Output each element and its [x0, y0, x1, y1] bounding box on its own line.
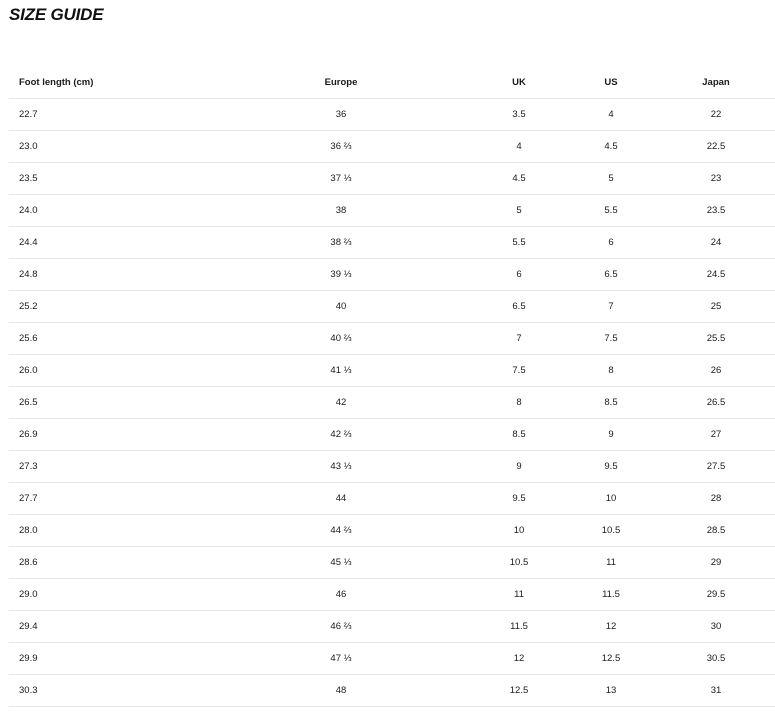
cell-us: 10 — [565, 483, 657, 515]
cell-foot-length: 22.7 — [9, 99, 209, 131]
cell-europe: 46 — [209, 579, 473, 611]
cell-japan: 30.5 — [657, 643, 775, 675]
table-row — [9, 579, 775, 611]
cell-europe: 36 — [209, 99, 473, 131]
cell-foot-length: 25.2 — [9, 291, 209, 323]
cell-foot-length: 26.0 — [9, 355, 209, 387]
table-body — [9, 99, 775, 707]
cell-europe: 43 ⅓ — [209, 451, 473, 483]
cell-us: 7 — [565, 291, 657, 323]
cell-uk: 7.5 — [473, 355, 565, 387]
header-foot-length: Foot length (cm) — [9, 66, 209, 99]
cell-us: 6 — [565, 227, 657, 259]
cell-europe: 42 ⅔ — [209, 419, 473, 451]
cell-uk: 11.5 — [473, 611, 565, 643]
cell-us: 6.5 — [565, 259, 657, 291]
cell-japan: 29.5 — [657, 579, 775, 611]
table-header — [9, 66, 775, 99]
cell-japan: 29 — [657, 547, 775, 579]
cell-japan: 23.5 — [657, 195, 775, 227]
cell-europe: 39 ⅓ — [209, 259, 473, 291]
table-row — [9, 99, 775, 131]
cell-europe: 38 ⅔ — [209, 227, 473, 259]
header-row — [9, 66, 775, 99]
cell-foot-length: 26.9 — [9, 419, 209, 451]
cell-foot-length: 29.9 — [9, 643, 209, 675]
table-row — [9, 355, 775, 387]
cell-uk: 3.5 — [473, 99, 565, 131]
cell-us: 4 — [565, 99, 657, 131]
cell-uk: 9.5 — [473, 483, 565, 515]
cell-europe: 40 — [209, 291, 473, 323]
cell-us: 7.5 — [565, 323, 657, 355]
cell-japan: 30 — [657, 611, 775, 643]
size-guide-table-container — [9, 66, 730, 707]
cell-japan: 24 — [657, 227, 775, 259]
cell-japan: 31 — [657, 675, 775, 707]
cell-foot-length: 24.8 — [9, 259, 209, 291]
header-uk: UK — [473, 66, 565, 99]
cell-japan: 27 — [657, 419, 775, 451]
cell-europe: 42 — [209, 387, 473, 419]
cell-foot-length: 27.3 — [9, 451, 209, 483]
cell-foot-length: 27.7 — [9, 483, 209, 515]
cell-uk: 4.5 — [473, 163, 565, 195]
cell-foot-length: 29.4 — [9, 611, 209, 643]
cell-us: 10.5 — [565, 515, 657, 547]
table-row — [9, 259, 775, 291]
cell-foot-length: 24.0 — [9, 195, 209, 227]
cell-uk: 6 — [473, 259, 565, 291]
table-row — [9, 483, 775, 515]
cell-foot-length: 29.0 — [9, 579, 209, 611]
table-row — [9, 547, 775, 579]
cell-europe: 40 ⅔ — [209, 323, 473, 355]
cell-uk: 12.5 — [473, 675, 565, 707]
cell-uk: 12 — [473, 643, 565, 675]
cell-foot-length: 28.0 — [9, 515, 209, 547]
cell-europe: 48 — [209, 675, 473, 707]
cell-us: 8.5 — [565, 387, 657, 419]
cell-foot-length: 30.3 — [9, 675, 209, 707]
cell-uk: 7 — [473, 323, 565, 355]
header-japan: Japan — [657, 66, 775, 99]
cell-europe: 45 ⅓ — [209, 547, 473, 579]
cell-japan: 25 — [657, 291, 775, 323]
table-row — [9, 643, 775, 675]
page-title: SIZE GUIDE — [9, 5, 104, 24]
cell-uk: 5 — [473, 195, 565, 227]
cell-uk: 10 — [473, 515, 565, 547]
table-row — [9, 163, 775, 195]
table-row — [9, 131, 775, 163]
cell-japan: 23 — [657, 163, 775, 195]
cell-japan: 24.5 — [657, 259, 775, 291]
cell-foot-length: 24.4 — [9, 227, 209, 259]
table-row — [9, 291, 775, 323]
cell-japan: 28.5 — [657, 515, 775, 547]
table-row — [9, 227, 775, 259]
cell-us: 5 — [565, 163, 657, 195]
table-row — [9, 451, 775, 483]
cell-japan: 22 — [657, 99, 775, 131]
cell-us: 8 — [565, 355, 657, 387]
cell-us: 13 — [565, 675, 657, 707]
cell-uk: 6.5 — [473, 291, 565, 323]
cell-foot-length: 23.0 — [9, 131, 209, 163]
cell-japan: 27.5 — [657, 451, 775, 483]
cell-uk: 5.5 — [473, 227, 565, 259]
cell-us: 12 — [565, 611, 657, 643]
cell-foot-length: 23.5 — [9, 163, 209, 195]
table-row — [9, 419, 775, 451]
cell-uk: 8 — [473, 387, 565, 419]
table-row — [9, 387, 775, 419]
cell-uk: 11 — [473, 579, 565, 611]
cell-japan: 28 — [657, 483, 775, 515]
table-row — [9, 323, 775, 355]
cell-europe: 37 ⅓ — [209, 163, 473, 195]
table-row — [9, 675, 775, 707]
header-europe: Europe — [209, 66, 473, 99]
cell-europe: 38 — [209, 195, 473, 227]
cell-europe: 44 ⅔ — [209, 515, 473, 547]
header-us: US — [565, 66, 657, 99]
cell-uk: 8.5 — [473, 419, 565, 451]
cell-japan: 26 — [657, 355, 775, 387]
cell-us: 9.5 — [565, 451, 657, 483]
cell-us: 4.5 — [565, 131, 657, 163]
cell-europe: 46 ⅔ — [209, 611, 473, 643]
cell-japan: 25.5 — [657, 323, 775, 355]
size-guide-table — [9, 66, 775, 707]
cell-foot-length: 28.6 — [9, 547, 209, 579]
cell-us: 12.5 — [565, 643, 657, 675]
cell-japan: 26.5 — [657, 387, 775, 419]
table-row — [9, 195, 775, 227]
cell-foot-length: 25.6 — [9, 323, 209, 355]
cell-europe: 47 ⅓ — [209, 643, 473, 675]
cell-foot-length: 26.5 — [9, 387, 209, 419]
cell-europe: 44 — [209, 483, 473, 515]
cell-uk: 4 — [473, 131, 565, 163]
cell-uk: 10.5 — [473, 547, 565, 579]
table-row — [9, 611, 775, 643]
table-row — [9, 515, 775, 547]
cell-us: 9 — [565, 419, 657, 451]
cell-japan: 22.5 — [657, 131, 775, 163]
cell-europe: 36 ⅔ — [209, 131, 473, 163]
cell-us: 11.5 — [565, 579, 657, 611]
cell-us: 11 — [565, 547, 657, 579]
cell-uk: 9 — [473, 451, 565, 483]
cell-europe: 41 ⅓ — [209, 355, 473, 387]
cell-us: 5.5 — [565, 195, 657, 227]
